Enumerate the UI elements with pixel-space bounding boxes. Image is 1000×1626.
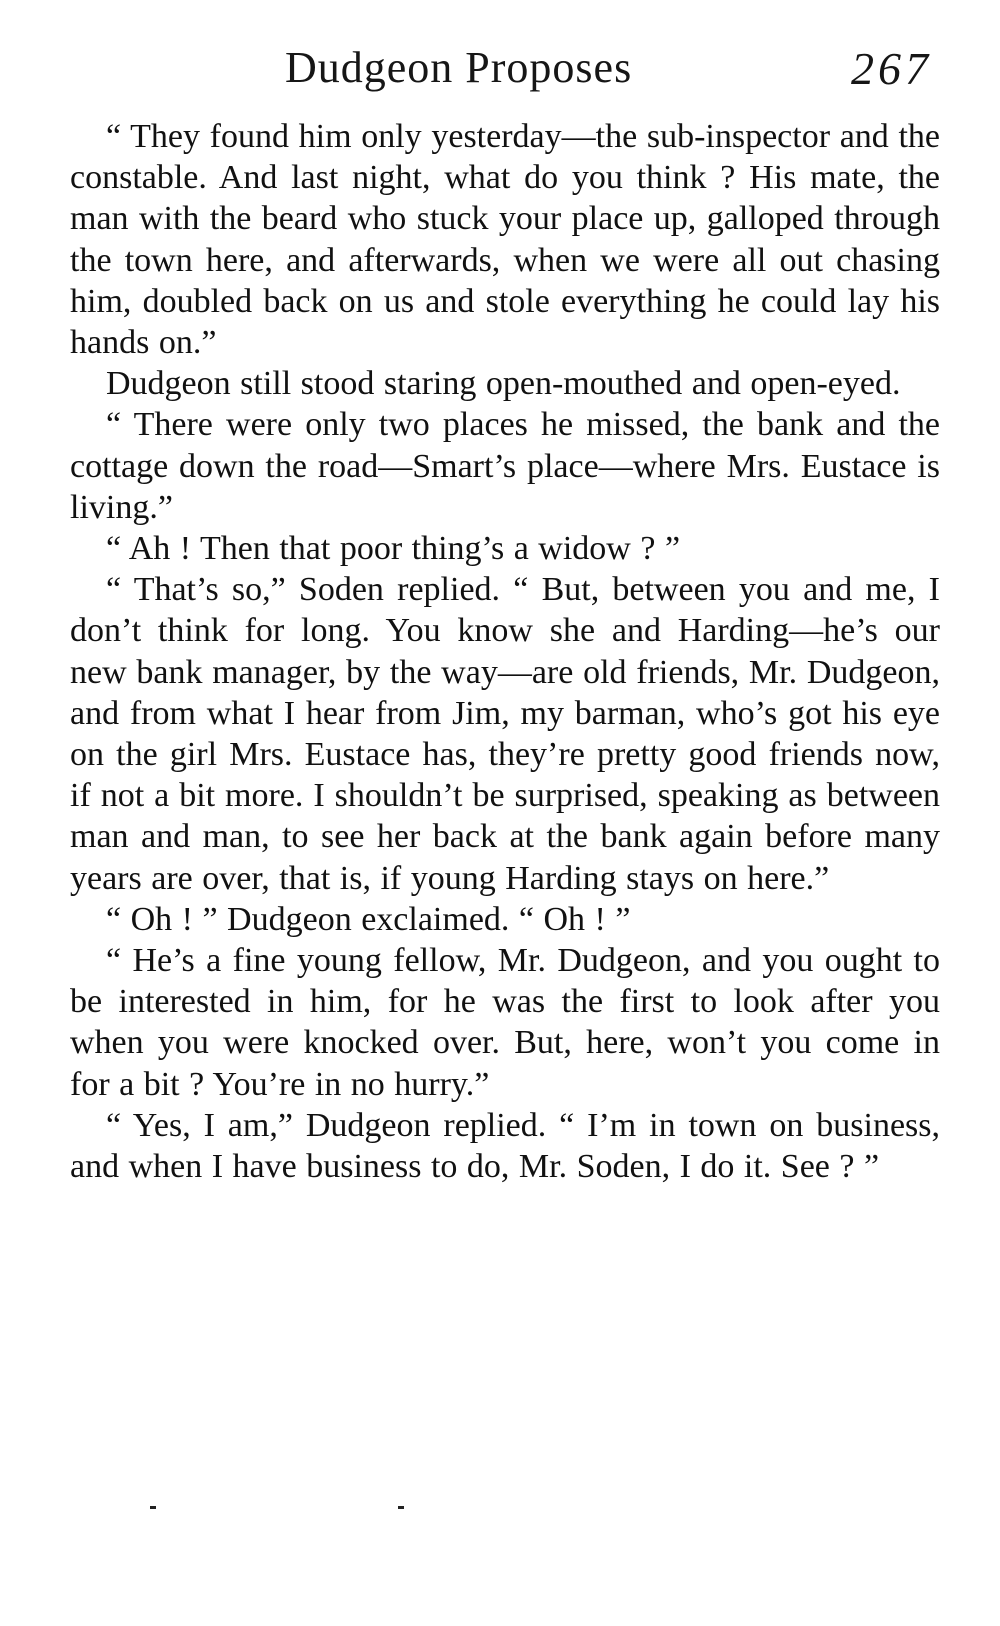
page-number: 267 [851,43,932,94]
running-title: Dudgeon Proposes [285,43,633,92]
scan-speck [150,1506,156,1509]
paragraph: “ They found him only yesterday—the sub-inspector and the constable. And last night, what do you think ? His mate, the man with the beard who stuck your place up, galloped through the town here, and afterwards, when we were all out chasing him, doubled back on us and stole everything he could lay his hands on.” [70,118,940,362]
paragraph: “ Ah ! Then that poor thing’s a widow ? ” [106,530,681,568]
paragraph: “ Yes, I am,” Dudgeon replied. “ I’m in town on business, and when I have business to do, Mr. Soden, I do it. See ? ” [70,1106,940,1186]
body-text [70,116,940,1187]
paragraph: “ Oh ! ” Dudgeon exclaimed. “ Oh ! ” [106,900,631,938]
paragraph: Dudgeon still stood staring open-mouthed and open-eyed. [106,365,901,403]
paragraph: “ He’s a fine young fellow, Mr. Dudgeon, and you ought to be interested in him, for he was the first to look after you when you were knocked over. But, here, won’t you come in for a bit ? You’re in no hurry.” [70,942,940,1103]
scan-specks [0,1506,1000,1514]
paragraph: “ There were only two places he missed, the bank and the cottage down the road—Smart’s place—where Mrs. Eustace is living.” [70,406,940,526]
scan-speck [398,1506,404,1509]
page-header [0,34,1000,104]
paragraph: “ That’s so,” Soden replied. “ But, between you and me, I don’t think for long. You know she and Harding—he’s our new bank manager, by the way—are old friends, Mr. Dudgeon, and from what I hear from Jim, my barman, who’s got his eye on the girl Mrs. Eustace has, they’re pretty good friends now, if not a bit more. I shouldn’t be surprised, speaking as between man and man, to see her back at the bank again before many years are over, that is, if young Harding stays on here.” [70,571,940,897]
